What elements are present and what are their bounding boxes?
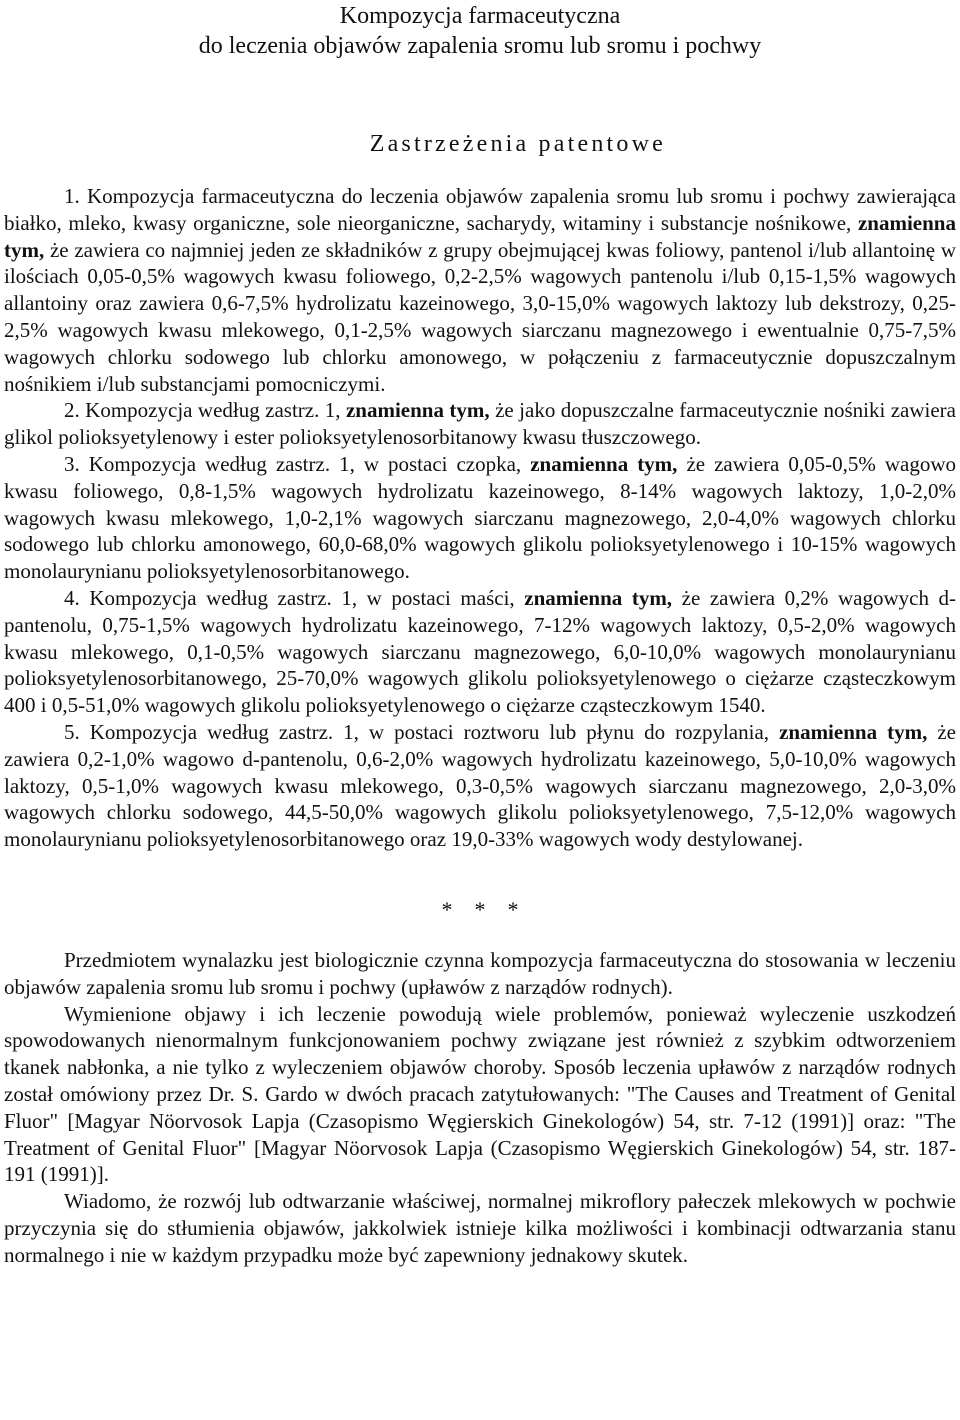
claim-4-text-end: że zawiera 0,2% wagowych d-pantenolu, 0,75-1,5% wagowych hydrolizatu kazeinowego, 7-12% wagowych laktozy, 0,5-2,0% wagowych kwasu mlekowego, 0,1-0,5% wagowych siarczanu magnezowego, 6,0-10,0% wagowych monolaurynianu polioksyetylenosorbitanowego, 25-70,0% wagowych glikolu polioksyetylenowego o ciężarze cząsteczkowym 400 i 0,5-51,0% wagowych glikolu polioksyetylenowego o ciężarze cząsteczkowym 1540. <box>4 585 957 718</box>
claim-2-text-start: 2. Kompozycja według zastrz. 1, <box>64 398 341 423</box>
claim-4-text-start: 4. Kompozycja według zastrz. 1, w postaci maści, <box>64 585 515 610</box>
claim-5-text-end: że zawiera 0,2-1,0% wagowo d-pantenolu, 0,6-2,0% wagowych hydrolizatu kazeinowego, 5,0-10,0% wagowych laktozy, 0,5-1,0% wagowych kwasu mlekowego, 0,3-0,5% wagowych siarczanu magnezowego, 2,0-3,0% wagowych chlorku sodowego, 44,5-50,0% wagowych glikolu polioksyetylenowego, 7,5-12,0% wagowych monolaurynianu polioksyetylenosorbitanowego oraz 19,0-33% wagowych wody destylowanej. <box>4 719 957 852</box>
claim-5 <box>4 719 956 853</box>
claim-4 <box>4 585 956 719</box>
description-section <box>4 947 956 1269</box>
claim-3-text-end: że zawiera 0,05-0,5% wagowo kwasu foliowego, 0,8-1,5% wagowych hydrolizatu kazeinowego, 8-14% wagowych laktozy, 1,0-2,0% wagowych kwasu mlekowego, 1,0-2,1% wagowych siarczanu magnezowego, 2,0-4,0% wagowych chlorku sodowego lub chlorku amonowego, 60,0-68,0% wagowych glikolu polioksyetylenowego i 10-15% wagowych monolaurynianu polioksyetylenosorbitanowego. <box>4 451 956 584</box>
claim-1-characterizing-phrase: znamienna tym, <box>4 210 956 262</box>
claim-1 <box>4 183 956 397</box>
claims-section <box>4 183 956 853</box>
claim-2-characterizing-phrase: znamienna tym, <box>345 398 490 423</box>
claim-3-characterizing-phrase: znamienna tym, <box>530 451 678 476</box>
claim-3-text-start: 3. Kompozycja według zastrz. 1, w postaci czopka, <box>64 451 522 476</box>
claim-2-text-end: że jako dopuszczalne farmaceutycznie nośniki zawiera glikol polioksyetylenowy i ester polioksyetylenosorbitanowy kwasu tłuszczowego. <box>4 398 956 450</box>
section-separator: *** <box>441 896 541 922</box>
claims-heading: Zastrzeżenia patentowe <box>369 131 666 157</box>
description-paragraph-3: Wiadomo, że rozwój lub odtwarzanie właściwej, normalnej mikroflory pałeczek mlekowych w pochwie przyczynia się do stłumienia objawów, jakkolwiek istnieje kilka możliwości i kombinacji odtwarzania stanu normalnego i nie w każdym przypadku może być zapewniony jednakowy skutek. <box>4 1189 956 1267</box>
description-paragraph-1: Przedmiotem wynalazku jest biologicznie czynna kompozycja farmaceutyczna do stosowania w leczeniu objawów zapalenia sromu lub sromu i pochwy (upławów z narządów rodnych). <box>4 947 956 999</box>
claim-3 <box>4 451 956 585</box>
claim-4-characterizing-phrase: znamienna tym, <box>524 585 673 610</box>
claim-5-characterizing-phrase: znamienna tym, <box>779 719 928 744</box>
title-line-1: Kompozycja farmaceutyczna <box>339 3 621 29</box>
claim-1-text-start: 1. Kompozycja farmaceutyczna do leczenia objawów zapalenia sromu lub sromu i pochwy zawierająca białko, mleko, kwasy organiczne, sole nieorganiczne, sacharydy, witaminy i substancje nośnikowe, <box>4 184 956 235</box>
claim-5-text-start: 5. Kompozycja według zastrz. 1, w postaci roztworu lub płynu do rozpylania, <box>64 719 770 744</box>
description-paragraph-2: Wymienione objawy i ich leczenie powodują wiele problemów, ponieważ wyleczenie uszkodzeń spowodowanych nienormalnym funkcjonowaniem pochwy związane jest również z szybkim odtworzeniem tkanek nabłonka, a nie tylko z wyleczeniem objawów choroby. Sposób leczenia upławów z narządów rodnych został omówiony przez Dr. S. Gardo w dwóch pracach zatytułowanych: "The Causes and Treatment of Genital Fluor" [Magyar Nöorvosok Lapja (Czasopismo Węgierskich Ginekologów) 54, str. 7-12 (1991)] oraz: "The Treatment of Genital Fluor" [Magyar Nöorvosok Lapja (Czasopismo Węgierskich Ginekologów) 54, str. 187-191 (1991)]. <box>4 1001 956 1187</box>
patent-page <box>4 0 956 1268</box>
claim-2 <box>4 397 956 451</box>
claim-1-text-end: że zawiera co najmniej jeden ze składników z grupy obejmującej kwas foliowy, pantenol i/lub allantoinę w ilościach 0,05-0,5% wagowych kwasu foliowego, 0,2-2,5% wagowych pantenolu i/lub 0,15-1,5% wagowych allantoiny oraz zawiera 0,6-7,5% hydrolizatu kazeinowego, 3,0-15,0% wagowych laktozy lub dekstrozy, 0,25-2,5% wagowych kwasu mlekowego, 0,1-2,5% wagowych siarczanu magnezowego i ewentualnie 0,75-7,5% wagowych chlorku sodowego lub chlorku amonowego, w połączeniu z farmaceutycznie dopuszczalnym nośnikiem i/lub substancjami pomocniczymi. <box>4 237 956 396</box>
title-line-2: do leczenia objawów zapalenia sromu lub sromu i pochwy <box>198 33 762 59</box>
document-title <box>4 1 956 61</box>
